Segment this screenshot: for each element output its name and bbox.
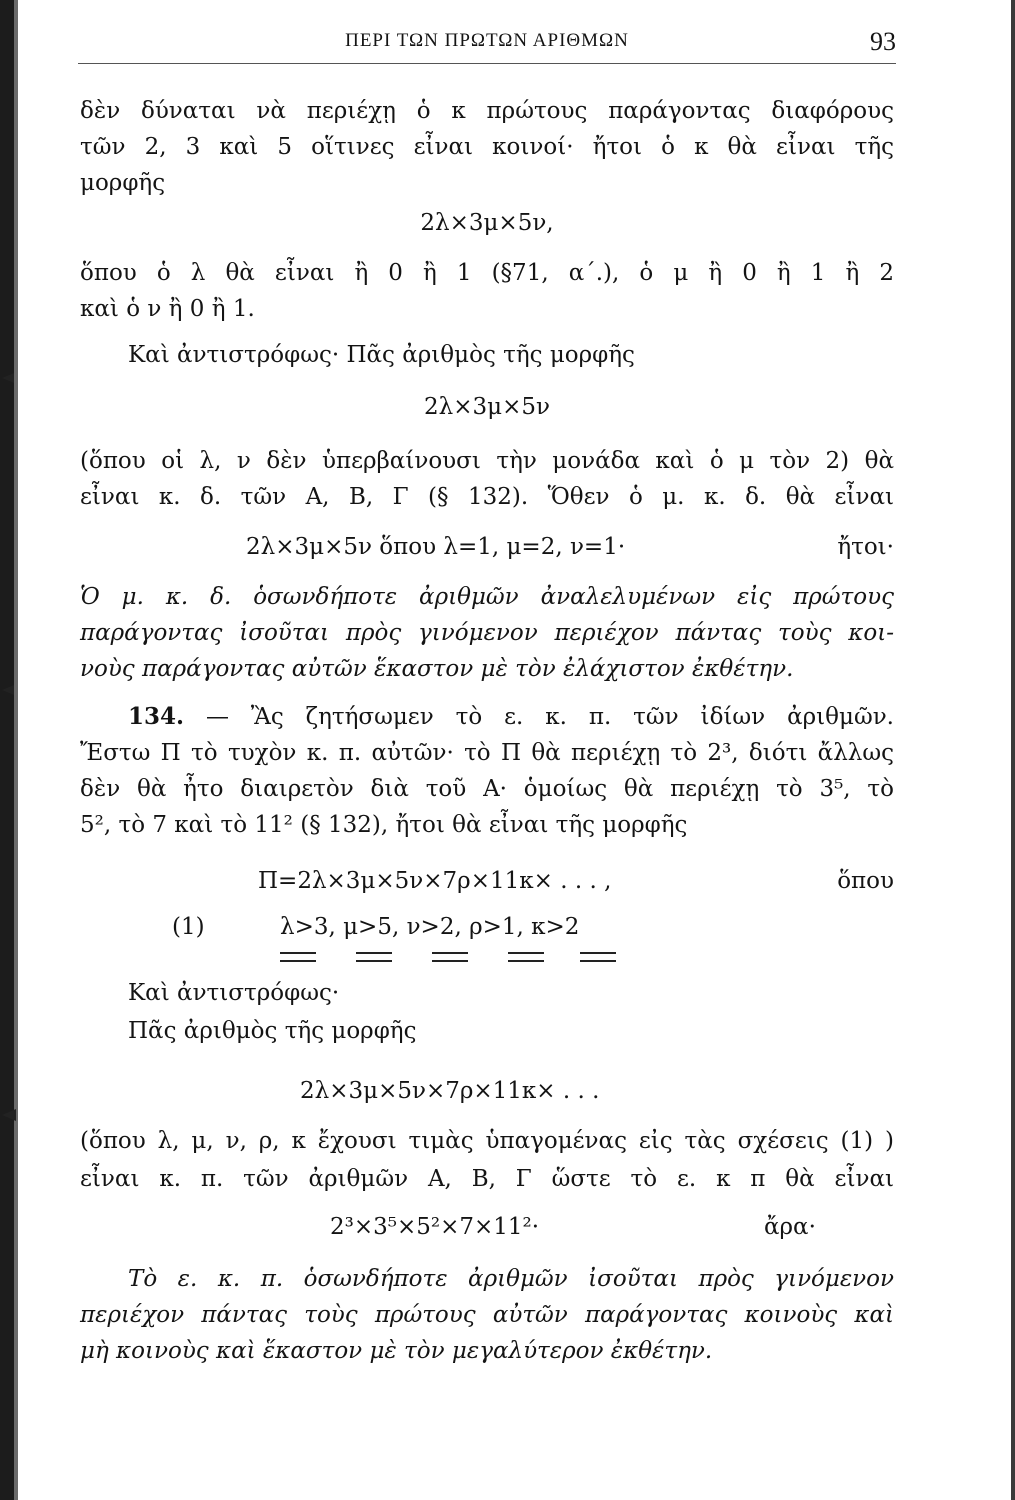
theorem-line: περιέχον πάντας τοὺς πρώτους αὐτῶν παράγοντας κοινοὺς καὶ: [80, 1302, 894, 1328]
page-edge-right: [1011, 0, 1015, 1500]
text-line: (ὅπου λ, μ, ν, ρ, κ ἔχουσι τιμὰς ὑπαγομένας εἰς τὰς σχέσεις (1) ): [80, 1128, 894, 1154]
page-number: 93: [870, 27, 896, 56]
section-text: — Ἂς ζητήσωμεν τὸ ε. κ. π. τῶν ἰδίων ἀριθμῶν.: [205, 704, 894, 730]
text-line: ὅπου ὁ λ θὰ εἶναι ἢ 0 ἢ 1 (§71, α΄.), ὁ μ ἢ 0 ἢ 1 ἢ 2: [80, 260, 894, 286]
theorem-line: Ὁ μ. κ. δ. ὁσωνδήποτε ἀριθμῶν ἀναλελυμένων εἰς πρώτους: [80, 584, 894, 610]
formula: 2λ×3μ×5ν×7ρ×11κ× . . .: [300, 1078, 600, 1104]
page-edge-shadow: [14, 0, 18, 1500]
text-line: Πᾶς ἀριθμὸς τῆς μορφῆς: [128, 1018, 417, 1044]
text-line: Καὶ ἀντιστρόφως·: [128, 980, 340, 1006]
double-underline: [580, 952, 616, 962]
page-edge-left: [0, 0, 14, 1500]
theorem-line: παράγοντας ἰσοῦται πρὸς γινόμενον περιέχον πάντας τοὺς κοι-: [80, 620, 894, 646]
margin-mark-icon: [2, 372, 18, 384]
theorem-line: νοὺς παράγοντας αὐτῶν ἕκαστον μὲ τὸν ἐλάχιστον ἐκθέτην.: [80, 656, 794, 682]
theorem-line: μὴ κοινοὺς καὶ ἕκαστον μὲ τὸν μεγαλύτερον ἐκθέτην.: [80, 1338, 713, 1364]
formula: 2λ×3μ×5ν,: [420, 210, 554, 236]
text-line: Ἔστω Π τὸ τυχὸν κ. π. αὐτῶν· τὸ Π θὰ περιέχῃ τὸ 2³, διότι ἄλλως: [80, 740, 894, 766]
formula-tail: ὅπου: [837, 868, 894, 894]
double-underline: [356, 952, 392, 962]
text-line: καὶ ὁ ν ἢ 0 ἢ 1.: [80, 296, 255, 322]
formula-tail: ἤτοι·: [837, 534, 894, 560]
text-line: μορφῆς: [80, 170, 166, 196]
formula: 2λ×3μ×5ν: [424, 394, 550, 420]
theorem-line: Τὸ ε. κ. π. ὁσωνδήποτε ἀριθμῶν ἰσοῦται πρὸς γινόμενον: [128, 1266, 894, 1292]
double-underline: [508, 952, 544, 962]
running-head: ΠΕΡΙ ΤΩΝ ΠΡΩΤΩΝ ΑΡΙΘΜΩΝ: [345, 30, 629, 51]
equation-label: (1): [172, 914, 205, 940]
section-number: 134.: [128, 703, 185, 730]
text-line: εἶναι κ. π. τῶν ἀριθμῶν Α, Β, Γ ὥστε τὸ ε. κ π θὰ εἶναι: [80, 1166, 894, 1192]
formula-tail: ἄρα·: [764, 1214, 816, 1240]
formula: Π=2λ×3μ×5ν×7ρ×11κ× . . . ,: [258, 868, 612, 894]
text-line: 5², τὸ 7 καὶ τὸ 11² (§ 132), ἤτοι θὰ εἶναι τῆς μορφῆς: [80, 812, 688, 838]
text-line: τῶν 2, 3 καὶ 5 οἵτινες εἶναι κοινοί· ἤτοι ὁ κ θὰ εἶναι τῆς: [80, 134, 894, 160]
margin-mark-icon: [2, 1108, 18, 1120]
header-rule: [78, 63, 896, 64]
text-line: εἶναι κ. δ. τῶν Α, Β, Γ (§ 132). Ὅθεν ὁ μ. κ. δ. θὰ εἶναι: [80, 484, 894, 510]
formula: 2³×3⁵×5²×7×11²·: [330, 1214, 540, 1240]
formula: 2λ×3μ×5ν ὅπου λ=1, μ=2, ν=1·: [246, 534, 626, 560]
page-header: [78, 27, 896, 66]
section-line: [80, 700, 894, 734]
text-line: (ὅπου οἱ λ, ν δὲν ὑπερβαίνουσι τὴν μονάδα καὶ ὁ μ τὸν 2) θὰ: [80, 448, 894, 474]
margin-mark-icon: [2, 684, 18, 696]
text-line: Καὶ ἀντιστρόφως· Πᾶς ἀριθμὸς τῆς μορφῆς: [128, 342, 635, 368]
double-underline: [432, 952, 468, 962]
formula: λ>3, μ>5, ν>2, ρ>1, κ>2: [280, 914, 580, 940]
text-line: δὲν δύναται νὰ περιέχῃ ὁ κ πρώτους παράγοντας διαφόρους: [80, 98, 894, 124]
text-line: δὲν θὰ ἦτο διαιρετὸν διὰ τοῦ Α· ὁμοίως θὰ περιέχῃ τὸ 3⁵, τὸ: [80, 776, 894, 802]
double-underline: [280, 952, 316, 962]
